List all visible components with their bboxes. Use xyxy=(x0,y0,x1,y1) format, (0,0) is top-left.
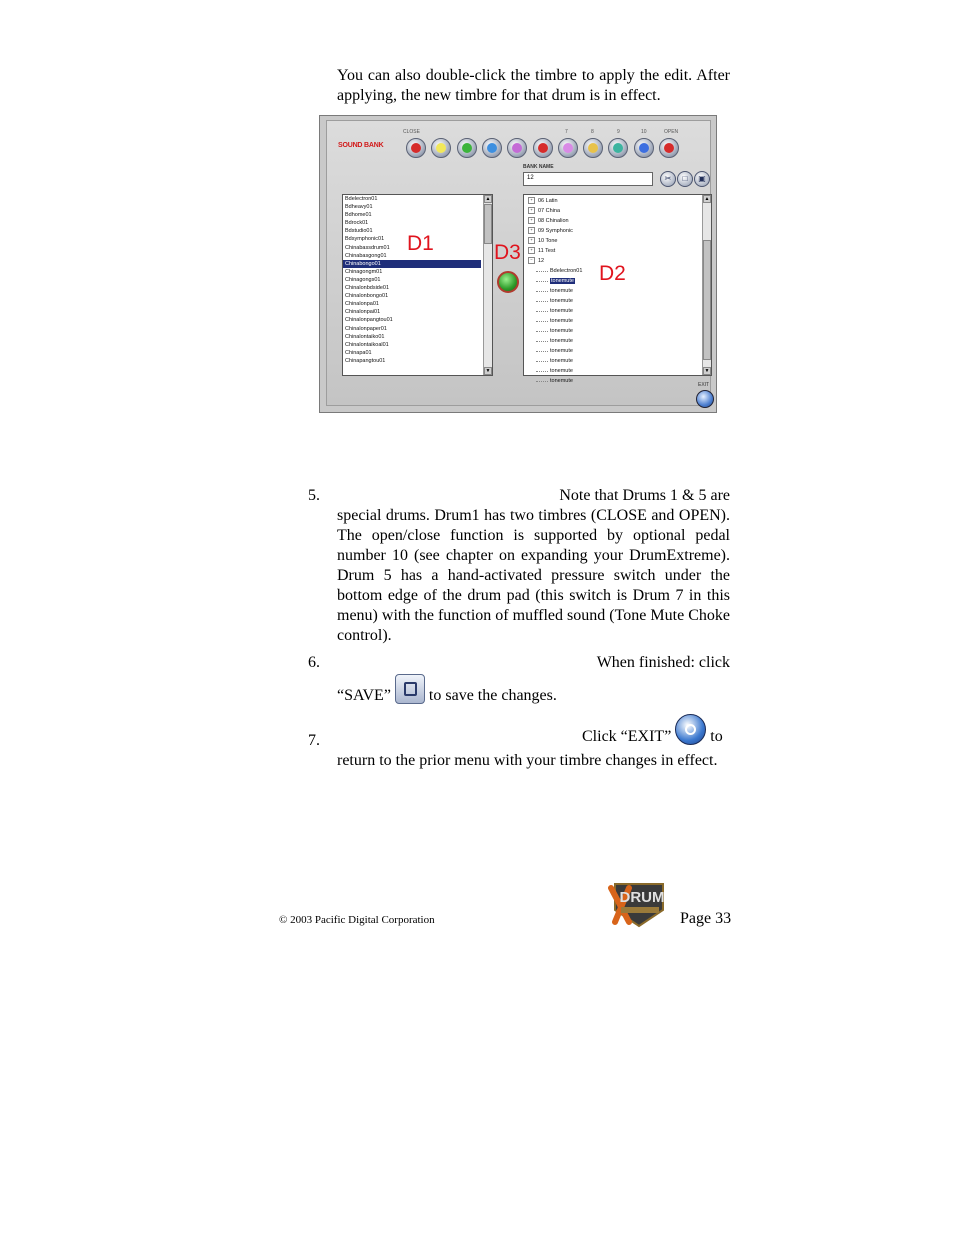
tree-child-item[interactable] xyxy=(528,366,711,376)
expand-toggle-icon[interactable]: + xyxy=(528,247,535,254)
scroll-down-icon[interactable]: ▼ xyxy=(704,368,710,374)
save-icon[interactable]: ▣ xyxy=(694,171,710,187)
tree-group-label: 10 Tone xyxy=(538,238,558,244)
drum-label-8: 8 xyxy=(591,129,594,135)
drum-10-button[interactable] xyxy=(634,138,654,158)
marker-d1: D1 xyxy=(407,232,434,255)
drum-11-icon xyxy=(664,143,674,153)
tree-group-label: 12 xyxy=(538,258,545,264)
scroll-down-icon[interactable]: ▼ xyxy=(485,368,491,374)
tree-group-label: 08 Chinalion xyxy=(538,218,569,224)
list-item[interactable]: Chinalonbdside01 xyxy=(345,285,390,292)
marker-d3: D3 xyxy=(494,241,521,264)
tree-child-item[interactable] xyxy=(528,336,711,346)
step-6-tail: to save the changes. xyxy=(428,687,557,704)
list-item[interactable]: Chinalonbongo01 xyxy=(345,293,389,300)
expand-toggle-icon[interactable]: + xyxy=(528,197,535,204)
timbre-list-items xyxy=(343,195,492,365)
cut-icon[interactable]: ✂ xyxy=(660,171,676,187)
apply-arrow-button[interactable] xyxy=(497,271,519,293)
copy-icon[interactable]: □ xyxy=(677,171,693,187)
drum-3-button[interactable] xyxy=(457,138,477,158)
drum-4-button[interactable] xyxy=(482,138,502,158)
tree-child-label: tonemute xyxy=(551,278,574,284)
tree-child-item[interactable] xyxy=(528,296,711,306)
tree-child-label: tonemute xyxy=(550,298,573,304)
tree-child-label: tonemute xyxy=(550,308,573,314)
drum-8-icon xyxy=(588,143,598,153)
logo-text: DRUM xyxy=(619,889,665,906)
drum-5-icon xyxy=(512,143,522,153)
list-item[interactable]: Chinapa01 xyxy=(345,349,372,356)
tree-child-label: tonemute xyxy=(550,328,573,334)
expand-toggle-icon[interactable]: + xyxy=(528,237,535,244)
sound-bank-window xyxy=(326,120,711,406)
drum-3-icon xyxy=(462,143,472,153)
tree-group-item[interactable] xyxy=(528,236,711,246)
tree-group-item[interactable] xyxy=(528,216,711,226)
list-item[interactable]: Chinalontaiko01 xyxy=(345,333,385,340)
tree-child-label: Bdelectron01 xyxy=(550,268,583,274)
tree-child-item[interactable] xyxy=(528,286,711,296)
expand-toggle-icon[interactable]: + xyxy=(528,217,535,224)
tree-group-label: 06 Latin xyxy=(538,198,558,204)
exit-label: EXIT xyxy=(698,382,710,388)
scroll-up-icon[interactable]: ▲ xyxy=(485,196,491,202)
tree-group-item[interactable] xyxy=(528,246,711,256)
drum-10-icon xyxy=(639,143,649,153)
exit-power-icon xyxy=(675,714,706,745)
scroll-thumb[interactable] xyxy=(703,240,711,360)
bank-name-label: BANK NAME xyxy=(523,164,554,170)
tree-child-label: tonemute xyxy=(550,358,573,364)
tree-child-item[interactable] xyxy=(528,306,711,316)
tree-child-label: tonemute xyxy=(550,288,573,294)
drum-4-icon xyxy=(487,143,497,153)
list-item[interactable]: Chinagongs01 xyxy=(345,276,381,283)
save-word: “SAVE” xyxy=(337,687,391,704)
step-5-body: special drums. Drum1 has two timbres (CLOSE and OPEN). The open/close function is supported by optional pedal number 10 (see chapter on expanding your DrumExtreme). Drum 5 has a hand-activated pressure switch under the bottom edge of the drum pad (this switch is Drum 7 in this menu) with the function of muffled sound (Tone Mute Choke control). xyxy=(337,507,730,644)
tree-child-item[interactable] xyxy=(528,356,711,366)
list-item[interactable]: Bdsymphonic01 xyxy=(345,236,385,243)
scroll-thumb[interactable] xyxy=(484,204,492,244)
floppy-save-icon xyxy=(395,674,425,704)
list-item[interactable]: Chinalontaikoal01 xyxy=(345,341,389,348)
step-7-body: return to the prior menu with your timbre changes in effect. xyxy=(337,752,718,769)
drum-1-button[interactable] xyxy=(406,138,426,158)
list-item[interactable]: Chinalonpai01 xyxy=(345,309,381,316)
tree-child-item[interactable] xyxy=(528,326,711,336)
drum-1-icon xyxy=(411,143,421,153)
list-item[interactable]: Chinabassdrum01 xyxy=(345,244,390,251)
list-item[interactable]: Chinalonpa01 xyxy=(345,301,379,308)
step-7-to: to xyxy=(710,728,723,745)
timbre-list-scrollbar[interactable] xyxy=(483,195,492,375)
page-number: Page 33 xyxy=(680,910,732,927)
drum-label-9: 9 xyxy=(617,129,620,135)
tree-group-label: 09 Symphonic xyxy=(538,228,573,234)
drum-8-button[interactable] xyxy=(583,138,603,158)
list-item[interactable]: Bdhome01 xyxy=(345,212,372,219)
bank-tree-items xyxy=(524,195,711,386)
drum-2-icon xyxy=(436,143,446,153)
scroll-up-icon[interactable]: ▲ xyxy=(704,196,710,202)
drum-label-close: CLOSE xyxy=(403,129,420,135)
drum-label-7: 7 xyxy=(565,129,568,135)
sound-bank-title: SOUND BANK xyxy=(338,142,384,149)
bank-name-input[interactable]: 12 xyxy=(523,172,653,186)
drum-6-button[interactable] xyxy=(533,138,553,158)
bank-tree-scrollbar[interactable] xyxy=(702,195,711,375)
drum-7-icon xyxy=(563,143,573,153)
list-item[interactable]: Chinalonpaper01 xyxy=(345,325,387,332)
step-6-lead: When finished: click xyxy=(596,654,730,671)
tree-group-item[interactable] xyxy=(528,206,711,216)
timbre-list[interactable] xyxy=(342,194,493,376)
drum-7-button[interactable] xyxy=(558,138,578,158)
tree-child-label: tonemute xyxy=(550,348,573,354)
sound-bank-screenshot xyxy=(319,115,717,413)
expand-toggle-icon[interactable]: + xyxy=(528,207,535,214)
tree-child-item[interactable] xyxy=(528,346,711,356)
step-6-body xyxy=(337,674,730,711)
drum-11-button[interactable] xyxy=(659,138,679,158)
marker-d2: D2 xyxy=(599,262,626,285)
drum-6-icon xyxy=(538,143,548,153)
step-7-lead: Click “EXIT” xyxy=(582,728,672,745)
drum-label-10: 10 xyxy=(641,129,647,135)
intro-paragraph: You can also double-click the timbre to apply the edit. After applying, the new timbre for that drum is in effect. xyxy=(337,67,730,104)
tree-group-item[interactable] xyxy=(528,196,711,206)
list-item[interactable]: Chinapangtou01 xyxy=(345,357,386,364)
tree-child-item[interactable] xyxy=(528,376,711,386)
list-item[interactable]: Chinalonpangtou01 xyxy=(345,317,393,324)
step-5-number: 5. xyxy=(308,487,320,504)
tree-group-label: 07 China xyxy=(538,208,561,214)
drum-9-button[interactable] xyxy=(608,138,628,158)
list-item[interactable]: Bdrock01 xyxy=(345,220,369,227)
exit-power-icon[interactable] xyxy=(696,390,714,408)
tree-group-item[interactable] xyxy=(528,226,711,236)
list-item[interactable]: Chinabasgong01 xyxy=(345,252,387,259)
list-item[interactable]: Bdheavy01 xyxy=(345,204,373,211)
step-6-number: 6. xyxy=(308,654,320,671)
step-7-lead-line xyxy=(582,714,723,754)
drum-5-button[interactable] xyxy=(507,138,527,158)
expand-toggle-icon[interactable]: + xyxy=(528,227,535,234)
tree-group-label: 11 Test xyxy=(538,248,556,254)
drum-2-button[interactable] xyxy=(431,138,451,158)
list-item[interactable]: Bdelectron01 xyxy=(345,196,378,202)
tree-child-label: tonemute xyxy=(550,378,573,384)
list-item[interactable]: Chinabongo01 xyxy=(343,260,481,268)
step-5-lead: Note that Drums 1 & 5 are xyxy=(559,487,730,504)
step-7-number: 7. xyxy=(308,732,320,749)
list-item[interactable]: Chinagongm01 xyxy=(345,268,383,275)
tree-child-label: tonemute xyxy=(550,318,573,324)
tree-child-label: tonemute xyxy=(550,338,573,344)
drum-label-open: OPEN xyxy=(664,129,679,135)
drum-9-icon xyxy=(613,143,623,153)
list-item[interactable]: Bdstudio01 xyxy=(345,228,373,235)
copyright-footer: © 2003 Pacific Digital Corporation xyxy=(279,914,435,926)
expand-toggle-icon[interactable]: − xyxy=(528,257,535,264)
tree-child-item[interactable] xyxy=(528,316,711,326)
tree-child-label: tonemute xyxy=(550,368,573,374)
drumextreme-logo-icon xyxy=(609,880,669,928)
